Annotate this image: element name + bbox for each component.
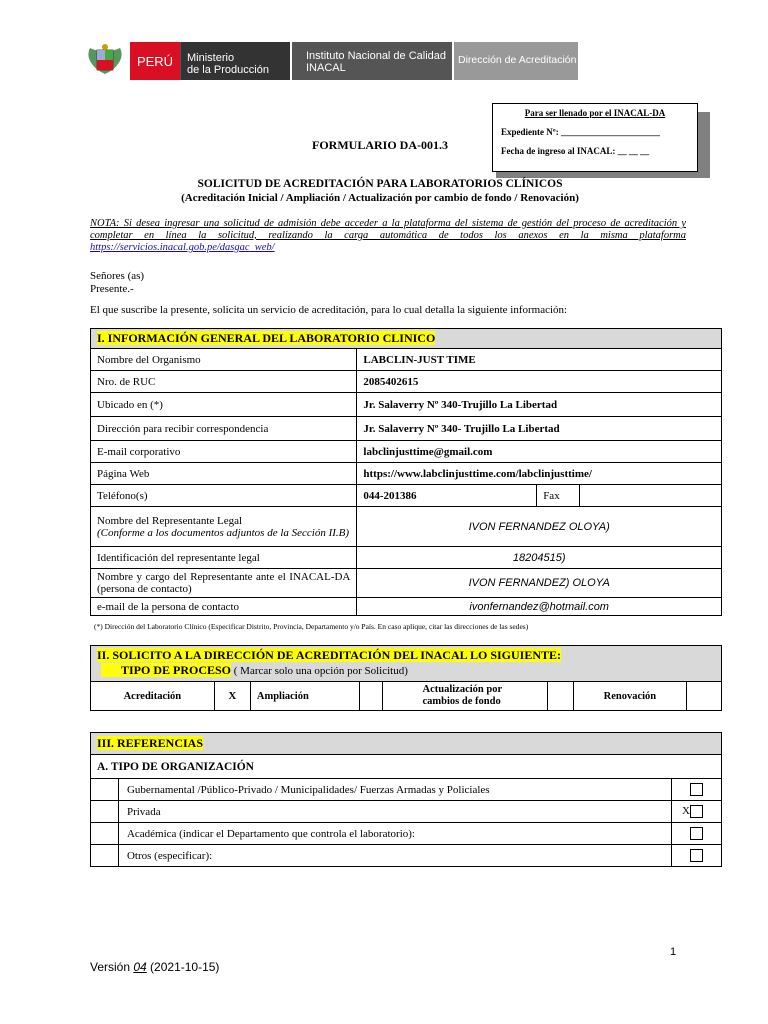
version-date: (2021-10-15): [146, 960, 220, 974]
option-acreditacion-mark[interactable]: X: [214, 682, 250, 711]
header-logos: [82, 42, 578, 80]
section2-subtitle-rest: ( Marcar solo una opción por Solicitud): [231, 665, 408, 677]
option-acreditacion-label: Acreditación: [91, 682, 215, 711]
org-item-label: Académica (indicar el Departamento que controla el laboratorio):: [118, 823, 671, 845]
ministry-line1: Ministerio: [187, 52, 235, 64]
title-main: SOLICITUD DE ACREDITACIÓN PARA LABORATORIOS CLÍNICOS: [197, 178, 563, 190]
contact-value: IVON FERNANDEZ) OLOYA: [357, 569, 722, 598]
fax-label: Fax: [537, 485, 580, 507]
rep-label: [91, 507, 357, 547]
fecha-field: Fecha de ingreso al INACAL: __ __ __: [501, 146, 650, 156]
note-link[interactable]: https://servicios.inacal.gob.pe/dasgac_web/: [90, 242, 275, 253]
inacal-line1: Instituto Nacional de Calidad: [306, 50, 447, 62]
note-text: NOTA: Si desea ingresar una solicitud de admisión debe acceder a la plataforma del sistema de gestión del proceso de acreditación y completar en línea la solicitud, realizando la carga automática de todos los anexos en la misma plataforma: [90, 218, 686, 241]
intro-text: El que suscribe la presente, solicita un servicio de acreditación, para lo cual detalla la siguiente información:: [90, 304, 568, 316]
row-value: 2085402615: [357, 371, 722, 393]
section1-footnote: (*) Dirección del Laboratorio Clínico (Especificar Distrito, Provincia, Departamento y/o País. En caso aplique, citar las direcciones de las sedes): [94, 622, 529, 631]
version-prefix: Versión: [90, 960, 134, 974]
section1-table: [90, 328, 722, 616]
direction-brand: Dirección de Acreditación: [454, 42, 578, 80]
section2-table: [90, 645, 722, 711]
peru-brand: PERÚ: [130, 42, 180, 80]
rep-label-line2: (Conforme a los documentos adjuntos de la Sección II.B): [97, 526, 350, 539]
row-label: Nombre del Organismo: [91, 349, 357, 371]
section1-title: I. INFORMACIÓN GENERAL DEL LABORATORIO CLINICO: [91, 329, 722, 349]
row-value: LABCLIN-JUST TIME: [357, 349, 722, 371]
inacal-box: [492, 103, 698, 172]
org-spacer: [91, 845, 119, 867]
option-ampliacion-mark[interactable]: [359, 682, 382, 711]
title-sub: (Acreditación Inicial / Ampliación / Actualización por cambio de fondo / Renovación): [181, 192, 579, 204]
org-spacer: [91, 779, 119, 801]
org-spacer: [91, 801, 119, 823]
form-code: FORMULARIO DA-001.3: [312, 138, 448, 152]
salutation-1: Señores (as): [90, 270, 145, 282]
contact-email-label: e-mail de la persona de contacto: [91, 598, 357, 616]
ministry-line2: de la Producción: [187, 64, 269, 76]
coat-of-arms-icon: [82, 42, 128, 80]
version-number: 04: [133, 960, 147, 974]
section3-sub: A. TIPO DE ORGANIZACIÓN: [91, 755, 722, 779]
option-actualizacion-mark[interactable]: [547, 682, 573, 711]
salutation-2: Presente.-: [90, 283, 134, 295]
checkbox-icon[interactable]: [690, 805, 703, 818]
phone-value: 044-201386: [357, 485, 537, 507]
row-label: Dirección para recibir correspondencia: [91, 417, 357, 441]
section3-title: III. REFERENCIAS: [97, 736, 204, 750]
option-renovacion-mark[interactable]: [686, 682, 721, 711]
fax-value: [580, 485, 722, 507]
row-value: Jr. Salaverry Nº 340-Trujillo La Libertad: [357, 393, 722, 417]
section3-title-cell: [91, 733, 722, 755]
section3-table: [90, 732, 722, 867]
inacal-box-title: Para ser llenado por el INACAL-DA: [524, 108, 666, 118]
id-label: Identificación del representante legal: [91, 547, 357, 569]
id-value: 18204515): [357, 547, 722, 569]
org-item-label: Privada: [118, 801, 671, 823]
org-item-check[interactable]: [672, 801, 722, 823]
option-actualizacion-label: Actualización por cambios de fondo: [382, 682, 547, 711]
rep-value: IVON FERNANDEZ OLOYA): [357, 507, 722, 547]
row-label: Nro. de RUC: [91, 371, 357, 393]
row-label: Página Web: [91, 463, 357, 485]
inacal-brand: [292, 42, 452, 80]
inacal-line2: INACAL: [306, 62, 346, 74]
row-value: Jr. Salaverry Nº 340- Trujillo La Libertad: [357, 417, 722, 441]
org-item-mark: X: [682, 805, 690, 818]
org-item-check[interactable]: [672, 845, 722, 867]
org-item-check[interactable]: [672, 779, 722, 801]
phone-label: Teléfono(s): [91, 485, 357, 507]
section2-title: II. SOLICITO A LA DIRECCIÓN DE ACREDITACIÓN DEL INACAL LO SIGUIENTE:: [97, 648, 562, 662]
page-number: 1: [670, 946, 677, 958]
contact-email-value: ivonfernandez@hotmail.com: [357, 598, 722, 616]
section2-subtitle-bold: TIPO DE PROCESO: [101, 663, 231, 677]
version-footer: [90, 960, 219, 974]
section2-title-cell: [91, 646, 722, 682]
ministry-brand: [180, 42, 290, 80]
row-value: labclinjusttime@gmail.com: [357, 441, 722, 463]
expediente-field: Expediente Nº: ______________________: [501, 127, 660, 137]
rep-label-line1: Nombre del Representante Legal: [97, 514, 243, 527]
checkbox-icon[interactable]: [690, 783, 703, 796]
org-item-check[interactable]: [672, 823, 722, 845]
org-spacer: [91, 823, 119, 845]
option-renovacion-label: Renovación: [574, 682, 686, 711]
row-label: Ubicado en (*): [91, 393, 357, 417]
org-item-label: Gubernamental /Público-Privado / Municipalidades/ Fuerzas Armadas y Policiales: [118, 779, 671, 801]
checkbox-icon[interactable]: [690, 849, 703, 862]
org-item-label: Otros (especificar):: [118, 845, 671, 867]
row-value: https://www.labclinjusttime.com/labclinjusttime/: [357, 463, 722, 485]
note: [90, 218, 686, 254]
option-ampliacion-label: Ampliación: [250, 682, 359, 711]
contact-label: Nombre y cargo del Representante ante el INACAL-DA (persona de contacto): [91, 569, 357, 598]
row-label: E-mail corporativo: [91, 441, 357, 463]
checkbox-icon[interactable]: [690, 827, 703, 840]
